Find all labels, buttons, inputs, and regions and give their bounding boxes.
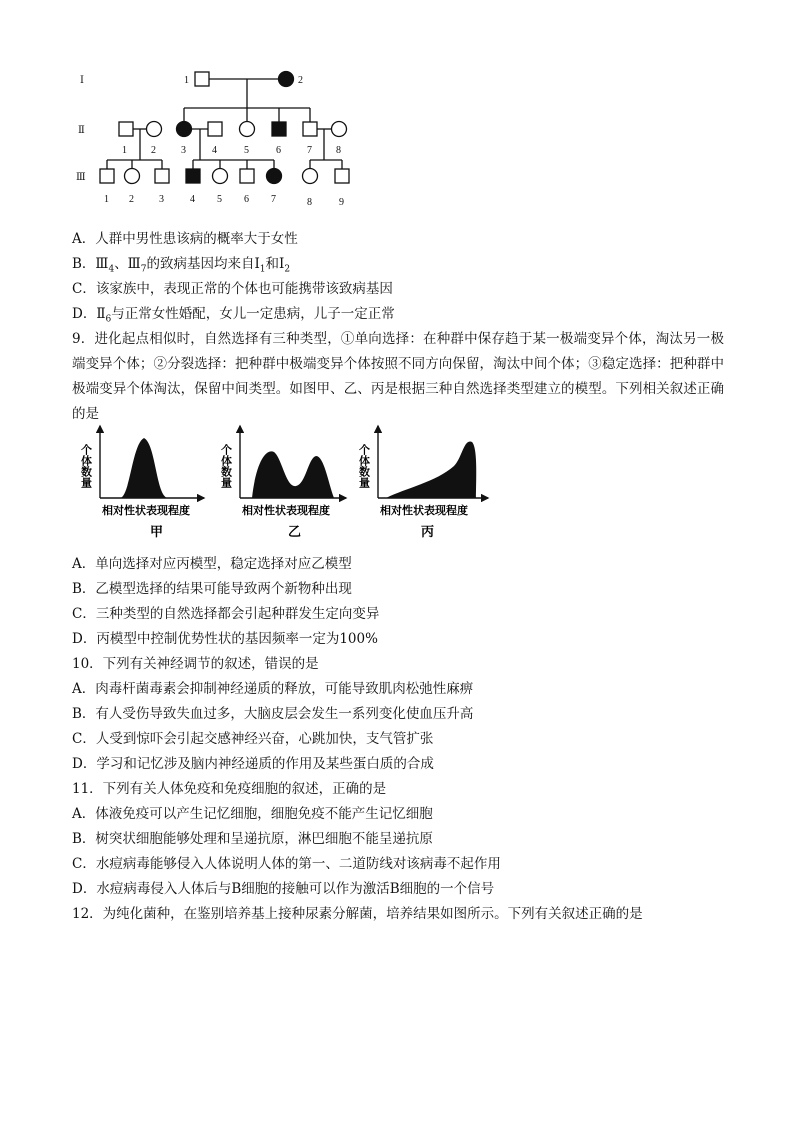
q12-stem: 12．为纯化菌种，在鉴别培养基上接种尿素分解菌，培养结果如图所示。下列有关叙述正确的是 (72, 906, 643, 922)
q10-option-a: A．肉毒杆菌毒素会抑制神经递质的释放，可能导致肌肉松弛性麻痹 (72, 681, 474, 697)
q9-stem: 9．进化起点相似时，自然选择有三种类型，①单向选择：在种群中保存趋于某一极端变异个体，淘汰另一极端变异个体；②分裂选择：把种群中极端变异个体按照不同方向保留，淘汰中间个体；③稳定选择：把种群中极端变异个体淘汰，保留中间类型。如图甲、乙、丙是根据三种自然选择类型建立的模型。下列相关叙述正确的是 (72, 331, 724, 422)
pedigree-number: 6 (244, 194, 249, 205)
q11-option-a: A．体液免疫可以产生记忆细胞，细胞免疫不能产生记忆细胞 (72, 806, 433, 822)
gen-label-II: Ⅱ (78, 125, 85, 136)
ylabel-yi: 个体数量 (219, 444, 233, 488)
pedigree-number: 8 (336, 145, 341, 156)
q10-option-c: C．人受到惊吓会引起交感神经兴奋，心跳加快，支气管扩张 (72, 731, 434, 747)
curve-yi (252, 451, 334, 498)
pedigree-number: 2 (298, 75, 303, 86)
q11-option-d: D．水痘病毒侵入人体后与B细胞的接触可以作为激活B细胞的一个信号 (72, 881, 495, 897)
pedigree-number: 3 (159, 194, 164, 205)
pedigree-number: 7 (271, 194, 276, 205)
pedigree-number: 6 (276, 145, 281, 156)
graph-jia (80, 426, 205, 540)
pedigree-number: 4 (212, 145, 217, 156)
q10-stem: 10．下列有关神经调节的叙述，错误的是 (72, 656, 319, 672)
q9-option-b: B．乙模型选择的结果可能导致两个新物种出现 (72, 581, 352, 597)
xlabel-jia: 相对性状表现程度 (102, 504, 190, 517)
pedigree-number: 1 (122, 145, 127, 156)
pedigree-number: 8 (307, 197, 312, 208)
pedigree-number: 3 (181, 145, 186, 156)
caption-jia: 甲 (150, 525, 164, 540)
pedigree-number: 7 (307, 145, 312, 156)
curve-jia (120, 438, 168, 498)
pedigree-number: 2 (151, 145, 156, 156)
ylabel-jia: 个体数量 (79, 444, 93, 488)
xlabel-bing: 相对性状表现程度 (380, 504, 468, 517)
pedigree-number: 2 (129, 194, 134, 205)
q9-option-c: C．三种类型的自然选择都会引起种群发生定向变异 (72, 606, 380, 622)
q8-option-d: D．$Ⅱ_6$与正常女性婚配，女儿一定患病，儿子一定正常 (72, 306, 395, 325)
q10-option-d: D．学习和记忆涉及脑内神经递质的作用及某些蛋白质的合成 (72, 756, 434, 772)
pedigree-number: 1 (104, 194, 109, 205)
ylabel-bing: 个体数量 (357, 444, 371, 488)
pedigree-I2-affected-female (279, 72, 294, 87)
pedigree-number: 5 (244, 145, 249, 156)
pedigree-number: 5 (217, 194, 222, 205)
q9-option-d: D．丙模型中控制优势性状的基因频率一定为100% (72, 631, 378, 647)
q9-option-a: A．单向选择对应丙模型，稳定选择对应乙模型 (72, 556, 352, 572)
gen-label-III: Ⅲ (76, 172, 86, 183)
pedigree-chart (70, 52, 370, 218)
q11-option-b: B．树突状细胞能够处理和呈递抗原，淋巴细胞不能呈递抗原 (72, 831, 433, 847)
q11-stem: 11．下列有关人体免疫和免疫细胞的叙述，正确的是 (72, 781, 387, 797)
selection-model-graphs (76, 422, 516, 548)
gen-label-I: Ⅰ (80, 75, 84, 86)
q8-option-b: B．$Ⅲ_4$、$Ⅲ_7$的致病基因均来自$Ⅰ_1$和$Ⅰ_2$ (72, 256, 291, 275)
q10-option-b: B．有人受伤导致失血过多，大脑皮层会发生一系列变化使血压升高 (72, 706, 474, 722)
graph-yi (220, 426, 347, 540)
q8-option-c: C．该家族中，表现正常的个体也可能携带该致病基因 (72, 281, 393, 297)
q8-option-a: A．人群中男性患该病的概率大于女性 (72, 231, 298, 247)
caption-yi: 乙 (288, 525, 302, 540)
xlabel-yi: 相对性状表现程度 (242, 504, 330, 517)
pedigree-number: 4 (190, 194, 195, 205)
curve-bing (386, 441, 476, 498)
pedigree-number: 1 (184, 75, 189, 86)
graph-bing (358, 426, 489, 540)
q11-option-c: C．水痘病毒能够侵入人体说明人体的第一、二道防线对该病毒不起作用 (72, 856, 501, 872)
pedigree-I1-male (195, 72, 209, 86)
pedigree-number: 9 (339, 197, 344, 208)
caption-bing: 丙 (421, 525, 435, 540)
